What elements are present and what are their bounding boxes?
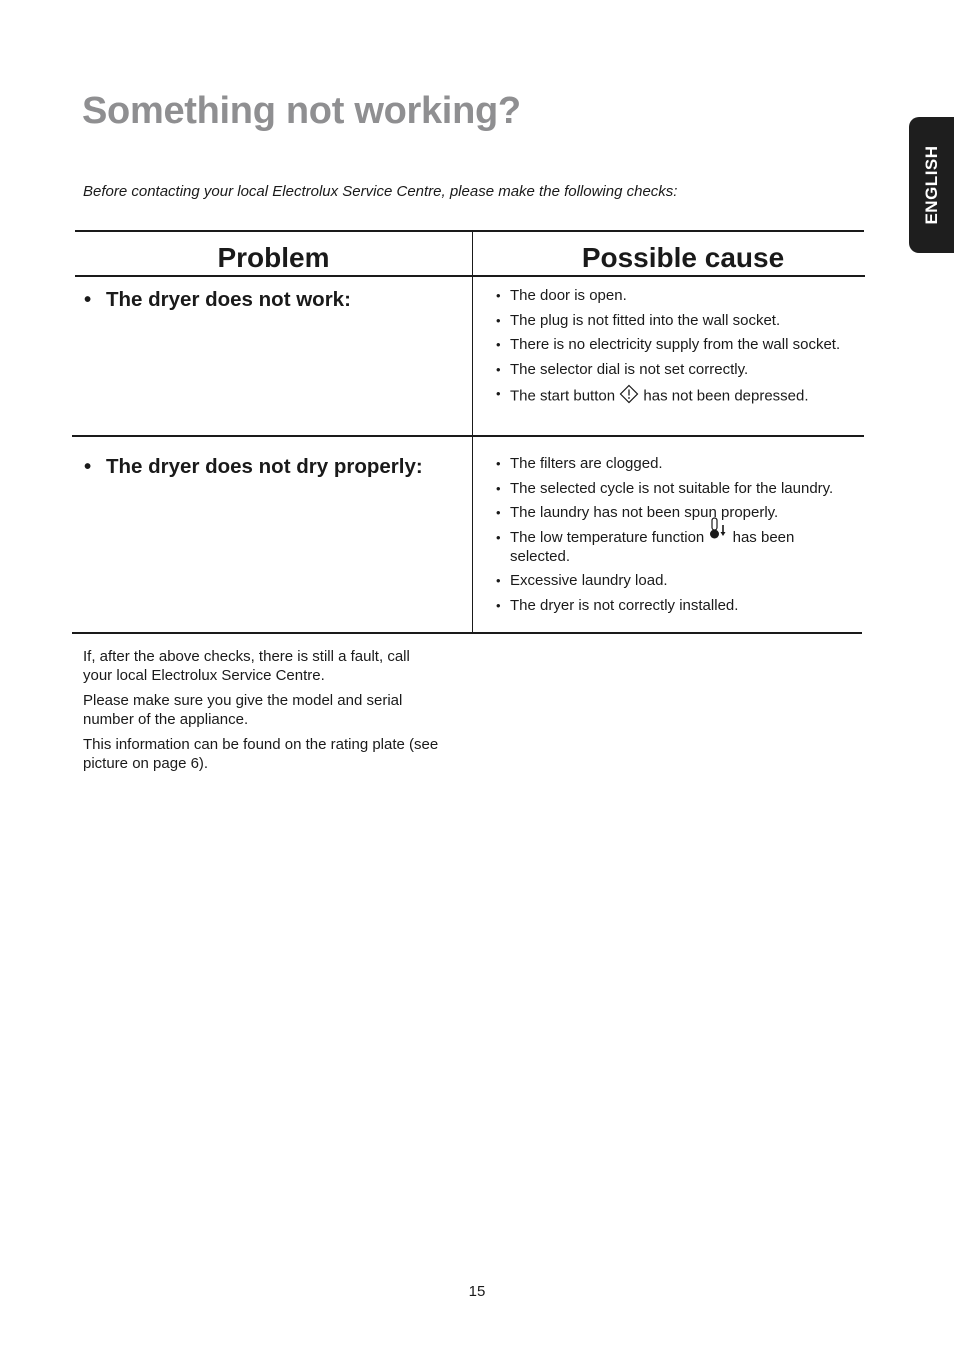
bullet: • xyxy=(84,455,92,478)
language-tab xyxy=(909,117,954,253)
cause-item: • The dryer is not correctly installed. xyxy=(496,596,866,615)
problem-column-header: Problem xyxy=(217,242,330,273)
cause-text-after: has been selected. xyxy=(510,528,795,565)
table-top-rule xyxy=(75,230,864,232)
start-button-icon xyxy=(619,384,639,409)
cause-item: • The laundry has not been spun properly. xyxy=(496,503,866,522)
problem-label: The dryer does not work: xyxy=(106,288,351,311)
cause-item: • Excessive laundry load. xyxy=(496,571,866,590)
low-temperature-icon xyxy=(708,517,728,546)
cause-text-before: The low temperature function xyxy=(510,528,705,546)
language-label: ENGLISH xyxy=(921,145,941,225)
footer-paragraph: This information can be found on the rating plate (see picture on page 6). xyxy=(83,736,439,772)
cause-item: • There is no electricity supply from the wall socket. xyxy=(496,335,866,354)
cause-text-before: The start button xyxy=(510,387,616,405)
cause-item xyxy=(496,528,830,566)
footer-text xyxy=(83,647,443,779)
cause-list xyxy=(496,454,866,620)
table-bottom-rule xyxy=(72,632,862,634)
cause-item xyxy=(496,384,866,409)
cause-item: • The selected cycle is not suitable for the laundry. xyxy=(496,479,866,498)
bullet: • xyxy=(84,288,92,311)
problem-label: The dryer does not dry properly: xyxy=(106,455,423,478)
cause-item: • The selector dial is not set correctly. xyxy=(496,360,866,379)
cause-item: • The plug is not fitted into the wall socket. xyxy=(496,311,866,330)
page-number: 15 xyxy=(468,1283,486,1300)
cause-item: • The filters are clogged. xyxy=(496,454,866,473)
table-header-rule xyxy=(75,275,865,277)
cause-column-header: Possible cause xyxy=(581,242,785,273)
cause-list xyxy=(496,286,866,415)
table-row-divider xyxy=(72,435,864,437)
problem-item xyxy=(84,455,423,479)
page-title: Something not working? xyxy=(82,90,521,132)
table-column-divider xyxy=(472,230,473,633)
cause-text-after: has not been depressed. xyxy=(643,387,809,405)
footer-paragraph: Please make sure you give the model and serial number of the appliance. xyxy=(83,692,403,728)
cause-item: • The door is open. xyxy=(496,286,866,305)
problem-item xyxy=(84,288,351,312)
intro-text: Before contacting your local Electrolux Service Centre, please make the following checks: xyxy=(83,183,678,200)
footer-paragraph: If, after the above checks, there is still a fault, call your local Electrolux Service Centre. xyxy=(83,648,410,684)
